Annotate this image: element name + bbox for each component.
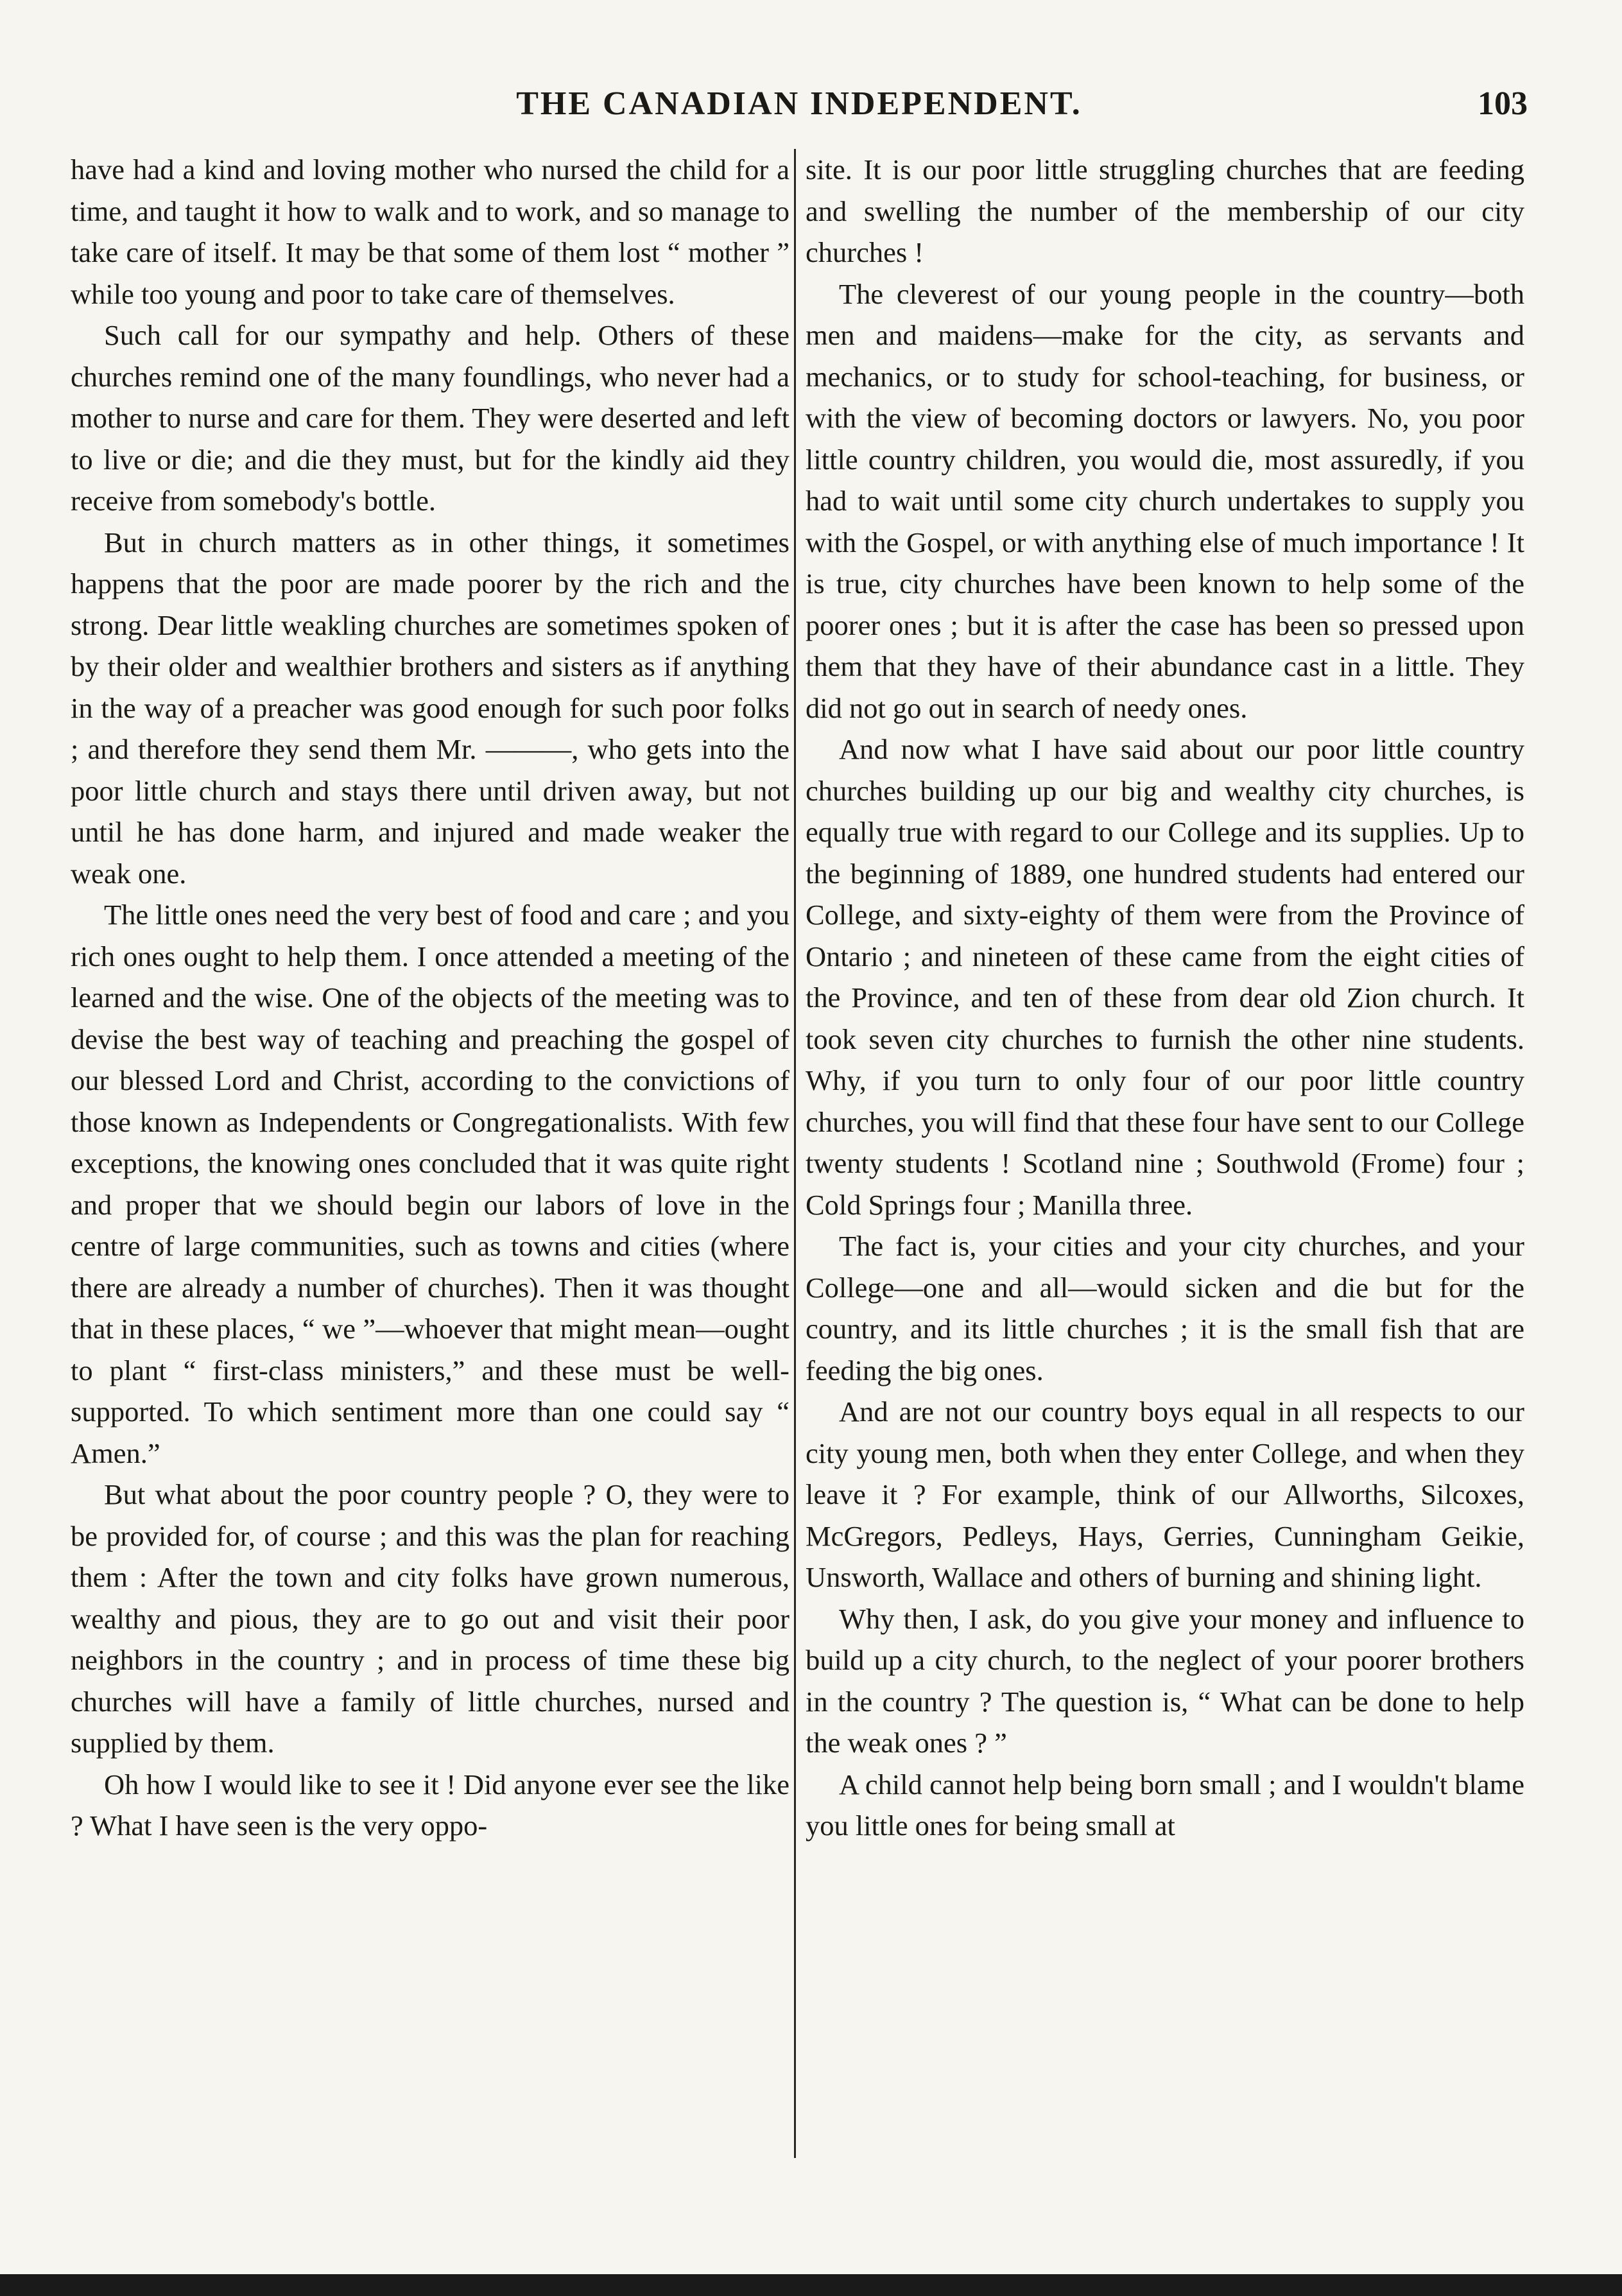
right-column: [806, 149, 1524, 2158]
paragraph: have had a kind and loving mother who nursed the child for a time, and taught it how to walk and to work, and so manage to take care of itself. It may be that some of them lost “ mother ” while too young and poor to take care of themselves.: [71, 153, 789, 310]
paragraph: A child cannot help being born small ; and I wouldn't blame you little ones for being small at: [806, 1768, 1524, 1842]
page-number: 103: [1478, 85, 1528, 122]
paragraph: Such call for our sympathy and help. Others of these churches remind one of the many foundlings, who never had a mother to nurse and care for them. They were deserted and left to live or die; and die they must, but for the kindly aid they receive from somebody's bottle.: [71, 319, 789, 517]
paragraph: And are not our country boys equal in all respects to our city young men, both when they enter College, and when they leave it ? For example, think of our Allworths, Silcoxes, McGregors, Pedleys, Hays, Gerries, Cunningham Geikie, Unsworth, Wallace and others of burning and shining light.: [806, 1395, 1524, 1593]
left-column: [71, 149, 789, 2158]
paragraph: The little ones need the very best of food and care ; and you rich ones ought to help them. I once attended a meeting of the learned and the wise. One of the objects of the meeting was to devise the best way of teaching and preaching the gospel of our blessed Lord and Christ, according to the convictions of those known as Independents or Congregationalists. With few exceptions, the knowing ones concluded that it was quite right and proper that we should begin our labors of love in the centre of large communities, such as towns and cities (where there are already a number of churches). Then it was thought that in these places, “ we ”—whoever that might mean—ought to plant “ first-class ministers,” and these must be well-supported. To which sentiment more than one could say “ Amen.”: [71, 899, 789, 1469]
paragraph: The fact is, your cities and your city churches, and your College—one and all—would sicken and die but for the country, and its little churches ; it is the small fish that are feeding the big ones.: [806, 1230, 1524, 1386]
paragraph: But in church matters as in other things, it sometimes happens that the poor are made poorer by the rich and the strong. Dear little weakling churches are sometimes spoken of by their older and wealthier brothers and sisters as if anything in the way of a preacher was good enough for such poor folks ; and therefore they send them Mr. ———, who gets into the poor little church and stays there until driven away, but not until he has done harm, and injured and made weaker the weak one.: [71, 526, 789, 890]
column-divider: [794, 149, 796, 2158]
paragraph: And now what I have said about our poor little country churches building up our big and wealthy city churches, is equally true with regard to our College and its supplies. Up to the beginning of 1889, one hundred students had entered our College, and sixty-eighty of them were from the Province of Ontario ; and nineteen of these came from the eight cities of the Province, and ten of these from dear old Zion church. It took seven city churches to furnish the other nine students. Why, if you turn to only four of our poor little country churches, you will find that these four have sent to our College twenty students ! Scotland nine ; Southwold (Frome) four ; Cold Springs four ; Manilla three.: [806, 733, 1524, 1221]
paragraph: Oh how I would like to see it ! Did anyone ever see the like ? What I have seen is the very oppo-: [71, 1768, 789, 1842]
page-header: [71, 85, 1528, 130]
paragraph: Why then, I ask, do you give your money and influence to build up a city church, to the neglect of your poorer brothers in the country ? The question is, “ What can be done to help the weak ones ? ”: [806, 1602, 1524, 1759]
paragraph: But what about the poor country people ? O, they were to be provided for, of course ; and this was the plan for reaching them : After the town and city folks have grown numerous, wealthy and pious, they are to go out and visit their poor neighbors in the country ; and in process of time these big churches will have a family of little churches, nursed and supplied by them.: [71, 1478, 789, 1759]
paragraph: The cleverest of our young people in the country—both men and maidens—make for the city, as servants and mechanics, or to study for school-teaching, for business, or with the view of becoming doctors or lawyers. No, you poor little country children, you would die, most assuredly, if you had to wait until some city church undertakes to supply you with the Gospel, or with anything else of much importance ! It is true, city churches have been known to help some of the poorer ones ; but it is after the case has been so pressed upon them that they have of their abundance cast in a little. They did not go out in search of needy ones.: [806, 277, 1524, 724]
scan-bottom-edge: [0, 2274, 1622, 2296]
paragraph: site. It is our poor little struggling churches that are feeding and swelling the number of the membership of our city churches !: [806, 153, 1524, 268]
journal-title: THE CANADIAN INDEPENDENT.: [516, 85, 1082, 122]
